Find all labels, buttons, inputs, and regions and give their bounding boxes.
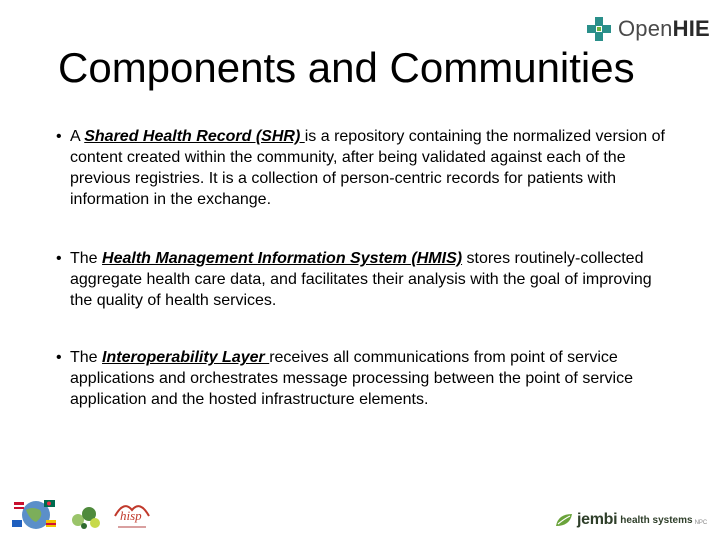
openhie-logo [586, 14, 710, 44]
globe-flags-logo-icon [10, 494, 58, 532]
bullet-marker: • [56, 250, 62, 267]
jembi-wordmark: jembi [577, 511, 618, 528]
bullet-prefix: The [70, 250, 103, 267]
bullet-interoperability-layer [56, 347, 676, 410]
leaf-logo-icon [68, 502, 102, 532]
bullet-marker: • [56, 128, 62, 145]
hisp-logo-text: hisp [120, 508, 142, 523]
page-title: Components and Communities [58, 44, 635, 91]
openhie-cross-icon [586, 16, 612, 42]
jembi-suffix: NPC [694, 520, 708, 526]
jembi-subtitle: health systems [620, 514, 693, 526]
jembi-leaf-icon [554, 512, 574, 528]
term-link-shr[interactable]: Shared Health Record (SHR) [84, 128, 305, 145]
bullet-prefix: A [70, 128, 85, 145]
partner-logos [10, 494, 152, 532]
bullet-hmis [56, 248, 676, 311]
term-link-interoperability-layer[interactable]: Interoperability Layer [102, 349, 270, 366]
bullet-text: is a repository containing the normalized version of content created within the community, after being validated against each of the previous registries. It is a collection of person-centric records for patients with information in the exchange. [70, 128, 665, 208]
term-link-hmis[interactable]: Health Management Information System (HMIS) [102, 250, 463, 267]
hisp-logo-icon [112, 496, 152, 532]
openhie-wordmark: OpenHIE [618, 16, 710, 41]
bullet-text: stores routinely-collected aggregate health care data, and facilitates their analysis with the goal of improving the quality of health services. [70, 250, 652, 309]
bullet-prefix: The [70, 349, 103, 366]
jembi-logo [554, 510, 707, 530]
bullet-text: receives all communications from point of service applications and orchestrates message processing between the point of service application and the hosted infrastructure elements. [70, 349, 633, 408]
bullet-shr [56, 126, 676, 210]
bullet-marker: • [56, 349, 62, 366]
